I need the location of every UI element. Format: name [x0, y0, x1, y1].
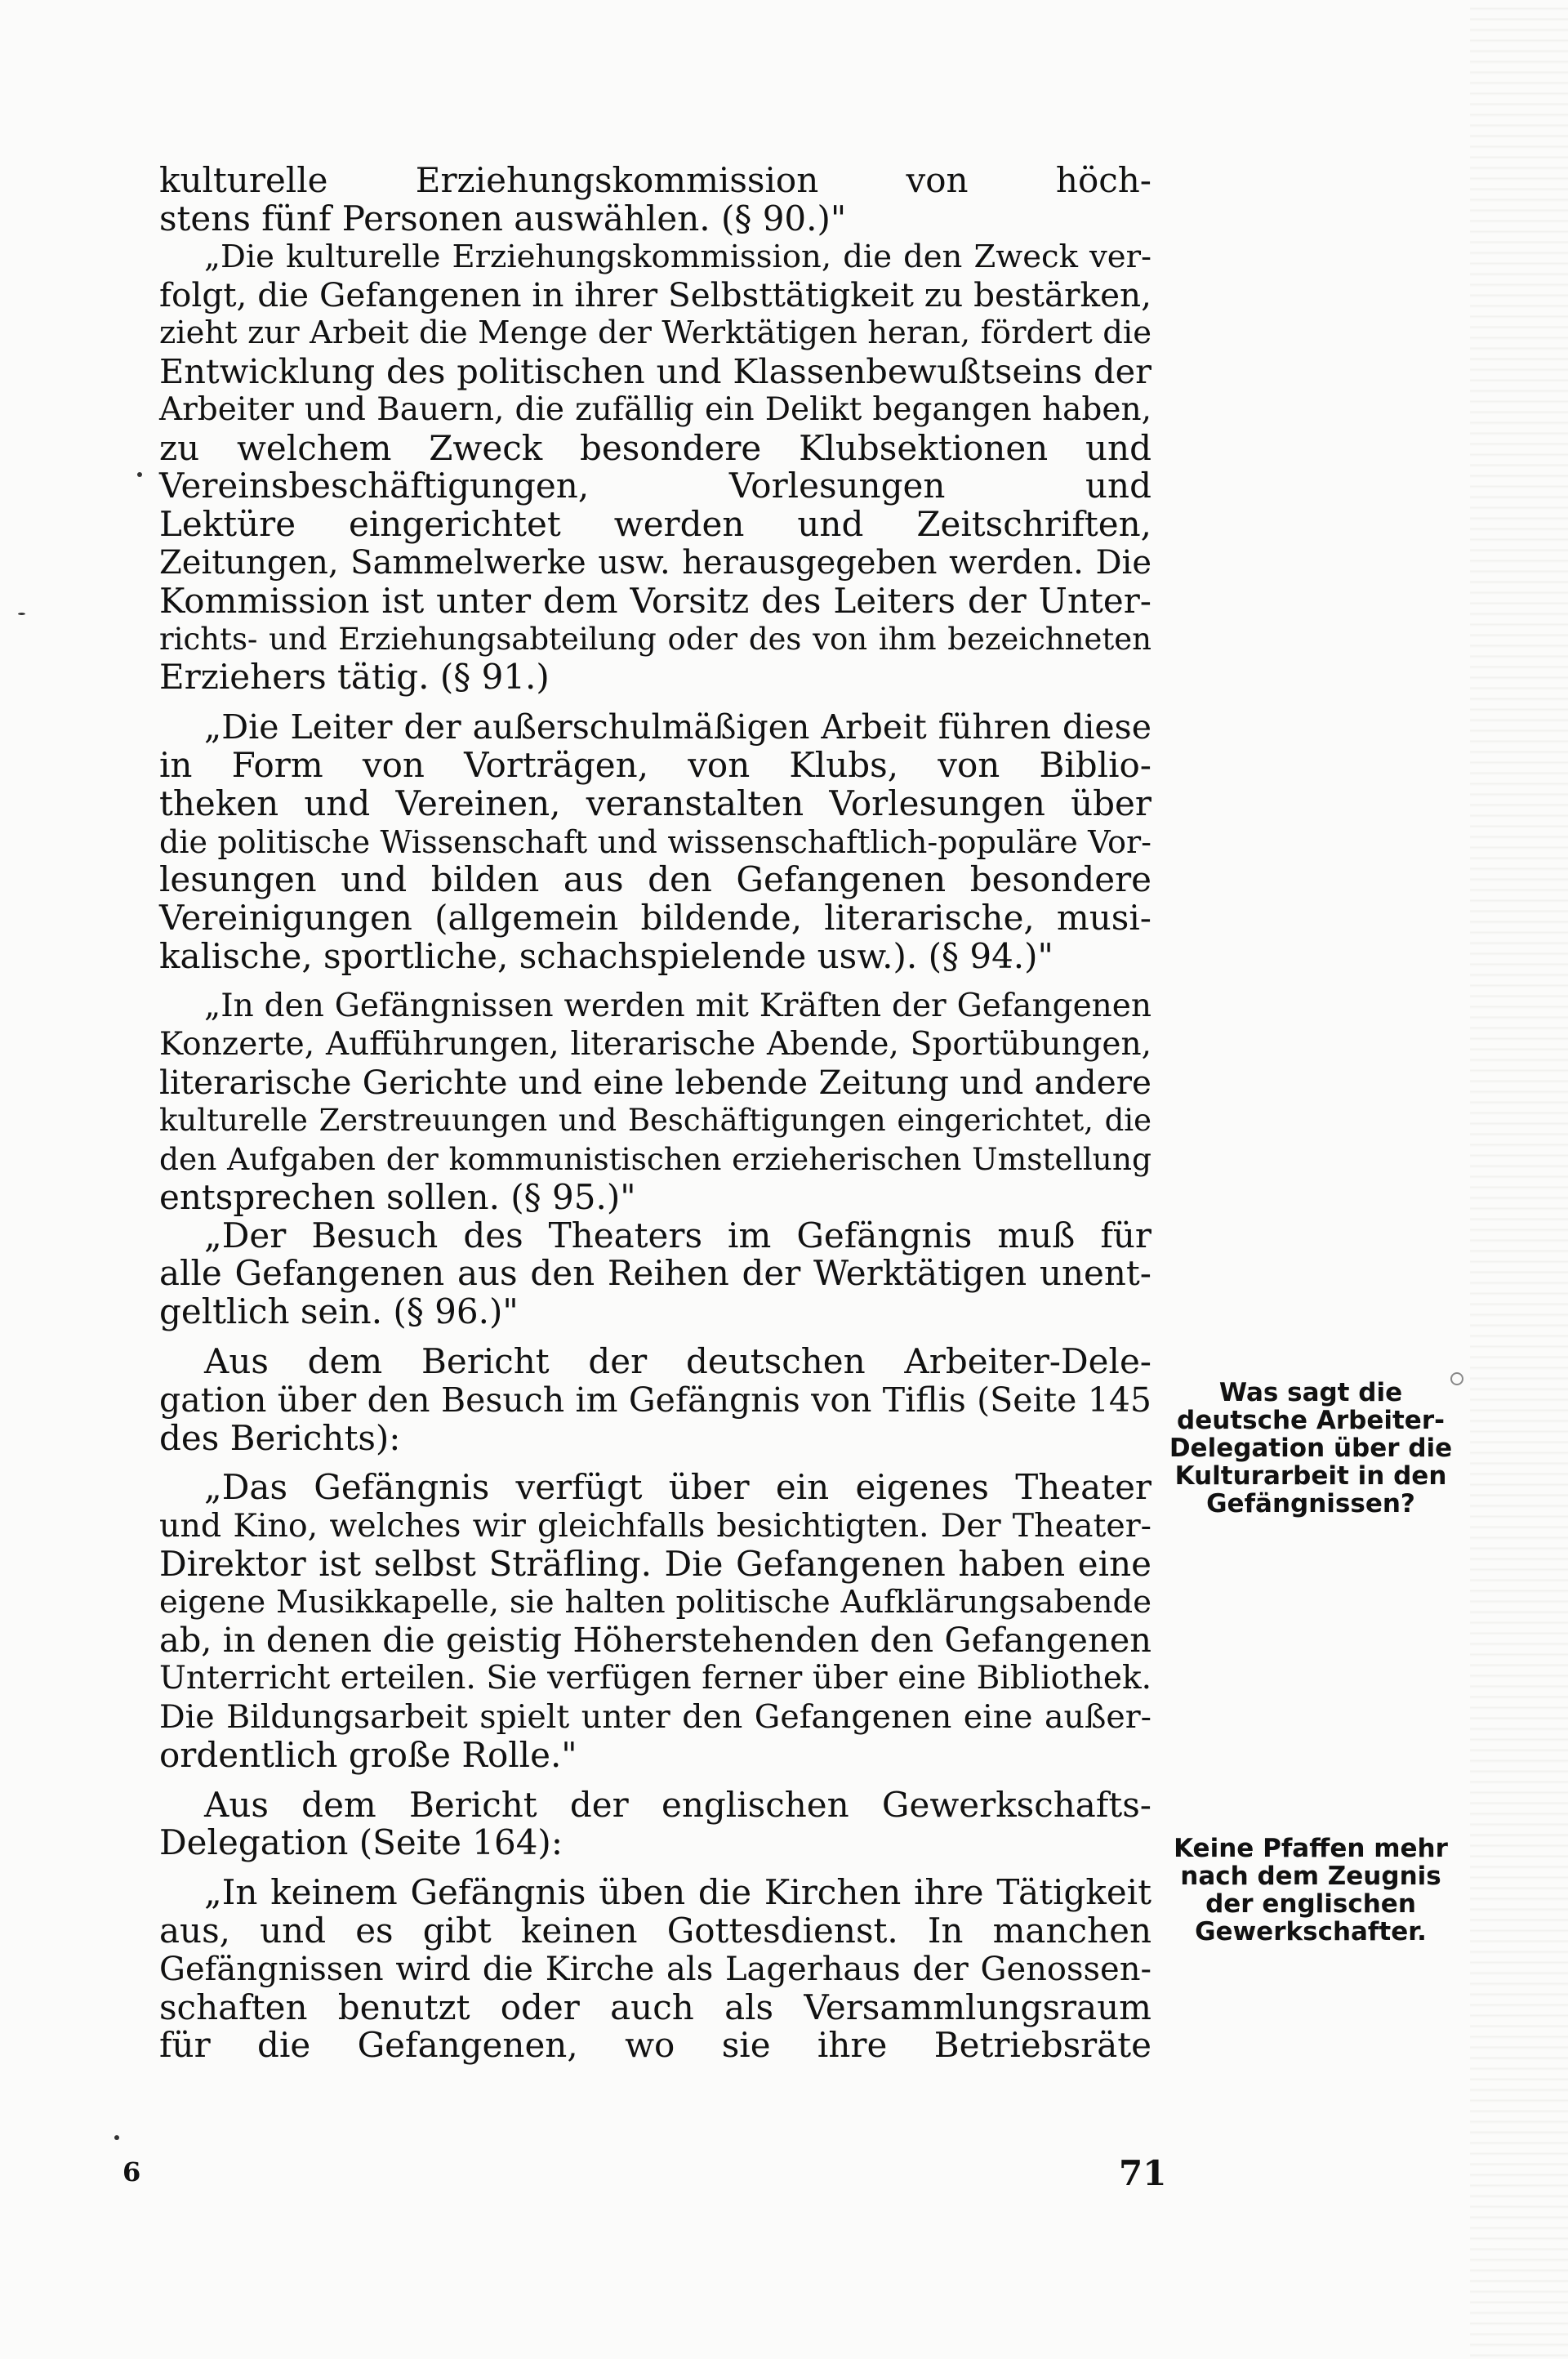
page-number: 71 — [1119, 2153, 1167, 2193]
text-line: Entwicklung des politischen und Klassenbewußtseins der — [159, 350, 1152, 391]
text-line: Aus dem Bericht der englischen Gewerkschafts- — [204, 1784, 1152, 1825]
text-line: richts- und Erziehungsabteilung oder des von ihm bezeichneten — [159, 621, 1152, 657]
print-speck — [114, 2135, 119, 2140]
text-line: des Berichts): — [159, 1417, 401, 1458]
text-line: und Kino, welches wir gleichfalls besichtigten. Der Theater- — [159, 1507, 1152, 1545]
margin-note-line: Keine Pfaffen mehr — [1174, 1834, 1448, 1863]
text-line: kalische, sportliche, schachspielende usw.). (§ 94.)" — [159, 935, 1054, 976]
text-line: die politische Wissenschaft und wissenschaftlich-populäre Vor- — [159, 823, 1152, 860]
text-line: in Form von Vorträgen, von Klubs, von Biblio- — [159, 744, 1152, 785]
text-line: Arbeiter und Bauern, die zufällig ein Delikt begangen haben, — [159, 390, 1152, 428]
print-speck — [137, 472, 142, 477]
text-line: stens fünf Personen auswählen. (§ 90.)" — [159, 198, 847, 239]
text-line: kulturelle Erziehungskommission von höch- — [159, 160, 1152, 200]
text-line: „Das Gefängnis verfügt über ein eigenes Theater — [204, 1467, 1152, 1508]
print-speck — [18, 613, 25, 615]
margin-note-line: Was sagt die — [1218, 1378, 1403, 1407]
text-line: Konzerte, Aufführungen, literarische Abende, Sportübungen, — [159, 1025, 1152, 1063]
text-line: „Die Leiter der außerschulmäßigen Arbeit führen diese — [204, 707, 1152, 747]
text-line: Vereinigungen (allgemein bildende, literarische, musi- — [159, 898, 1152, 939]
margin-note-line: nach dem Zeugnis — [1180, 1862, 1441, 1891]
paragraph-gap — [159, 697, 1152, 708]
text-line: Delegation (Seite 164): — [159, 1822, 563, 1863]
text-line: geltlich sein. (§ 96.)" — [159, 1291, 519, 1332]
margin-note-line: Gewerkschafter. — [1195, 1917, 1427, 1947]
margin-note-line: deutsche Arbeiter- — [1177, 1406, 1445, 1435]
margin-note-line: Delegation über die — [1169, 1434, 1453, 1463]
text-line: Erziehers tätig. (§ 91.) — [159, 657, 550, 698]
text-line: für die Gefangenen, wo sie ihre Betriebsräte — [159, 2025, 1152, 2066]
text-line: „Die kulturelle Erziehungskommission, die den Zweck ver- — [204, 238, 1152, 275]
text-line: „In den Gefängnissen werden mit Kräften der Gefangenen — [204, 987, 1152, 1024]
text-line: theken und Vereinen, veranstalten Vorlesungen über — [159, 783, 1152, 823]
text-line: lesungen und bilden aus den Gefangenen besondere — [159, 859, 1152, 900]
text-line: alle Gefangenen aus den Reihen der Werktätigen unent- — [159, 1253, 1152, 1294]
text-line: zieht zur Arbeit die Menge der Werktätigen heran, fördert die — [159, 314, 1152, 352]
margin-note-line: der englischen — [1205, 1889, 1416, 1919]
text-line: den Aufgaben der kommunistischen erzieherischen Umstellung — [159, 1140, 1152, 1177]
text-line: ordentlich große Rolle." — [159, 1734, 577, 1775]
text-line: gation über den Besuch im Gefängnis von Tiflis (Seite 145 — [159, 1380, 1152, 1420]
margin-note-english-trade-unionists — [1164, 1835, 1458, 1946]
text-line: zu welchem Zweck besondere Klubsektionen und — [159, 427, 1152, 468]
margin-note-line: Gefängnissen? — [1206, 1489, 1415, 1518]
page-edge-shadow — [1470, 0, 1568, 2359]
signature-mark: 6 — [122, 2156, 141, 2187]
text-line: Gefängnissen wird die Kirche als Lagerhaus der Genossen- — [159, 1950, 1152, 1988]
text-line: Aus dem Bericht der deutschen Arbeiter-Dele- — [204, 1340, 1152, 1381]
text-line: entsprechen sollen. (§ 95.)" — [159, 1176, 636, 1217]
text-line: Lektüre eingerichtet werden und Zeitschriften, — [159, 504, 1152, 545]
text-line: Vereinsbeschäftigungen, Vorlesungen und — [159, 466, 1152, 506]
text-line: literarische Gerichte und eine lebende Zeitung und andere — [159, 1063, 1152, 1103]
text-line: aus, und es gibt keinen Gottesdienst. In manchen — [159, 1911, 1152, 1951]
text-line: Kommission ist unter dem Vorsitz des Leiters der Unter- — [159, 580, 1152, 621]
main-text-column — [159, 162, 1152, 2065]
text-line: „In keinem Gefängnis üben die Kirchen ihre Tätigkeit — [204, 1872, 1152, 1913]
print-speck — [1450, 1372, 1463, 1385]
text-line: Zeitungen, Sammelwerke usw. herausgegeben werden. Die — [159, 543, 1152, 582]
text-line: „Der Besuch des Theaters im Gefängnis muß für — [204, 1215, 1152, 1255]
text-line: eigene Musikkapelle, sie halten politische Aufklärungsabende — [159, 1583, 1152, 1621]
margin-note-line: Kulturarbeit in den — [1174, 1461, 1447, 1491]
margin-note-german-delegation — [1164, 1379, 1458, 1518]
text-line: ab, in denen die geistig Höherstehenden den Gefangenen — [159, 1620, 1152, 1661]
text-line: schaften benutzt oder auch als Versammlungsraum — [159, 1987, 1152, 2027]
text-line: Unterricht erteilen. Sie verfügen ferner über eine Bibliothek. — [159, 1660, 1152, 1697]
text-line: folgt, die Gefangenen in ihrer Selbsttätigkeit zu bestärken, — [159, 275, 1152, 315]
text-line: kulturelle Zerstreuungen und Beschäftigungen eingerichtet, die — [159, 1103, 1152, 1139]
text-line: Direktor ist selbst Sträfling. Die Gefangenen haben eine — [159, 1543, 1152, 1584]
paragraph-gap — [159, 976, 1152, 988]
text-line: Die Bildungsarbeit spielt unter den Gefangenen eine außer- — [159, 1698, 1152, 1737]
